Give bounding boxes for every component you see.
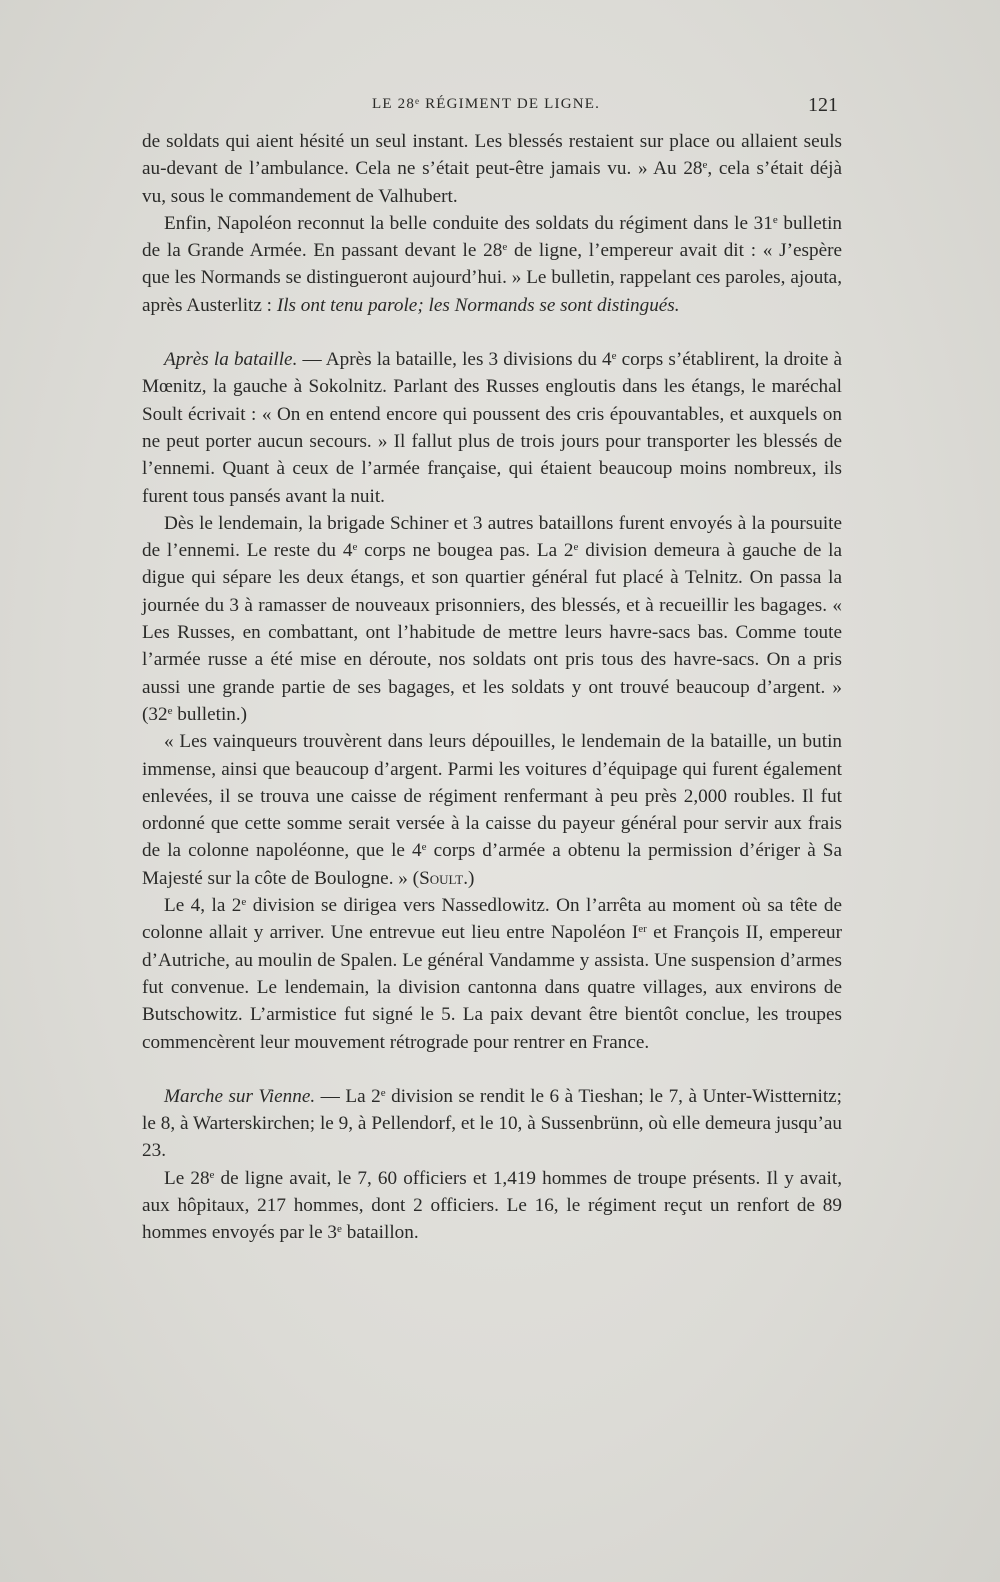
superscript: e (337, 1223, 342, 1236)
text-run: division demeura à gauche de la digue qui sépare les deux étangs, et son quartier général fut placé à Telnitz. On passa la journée du 3 à ramasser de nouveaux prisonniers, des blessés, et à recueillir les bagages. « Les Russes, en combattant, ont l’habitude de mettre leurs havre-sacs bas. Comme toute l’armée russe a été mise en déroute, nos soldats ont pris tous des havre-sacs. On a pris aussi une grande partie de ses bagages, et les soldats y ont trouvé beaucoup d’argent. » (32 (142, 540, 842, 725)
paragraph (142, 510, 842, 728)
superscript: e (502, 241, 508, 254)
text-run: corps ne bougea pas. La 2 (357, 540, 574, 562)
text-run: de soldats qui aient hésité un seul instant. Les blessés restaient sur place ou allaient seuls au-devant de l’ambulance. Cela ne s’était peut-être jamais vu. » Au 28 (142, 131, 842, 180)
text-run: corps d’armée a obtenu la permission d’ériger à Sa Majesté sur la côte de Boulogne. » ( (142, 840, 842, 889)
superscript: e (380, 1086, 386, 1099)
text-run: — Après la bataille, les 3 divisions du 4 (297, 349, 612, 371)
text-run: Le 4, la 2 (164, 895, 242, 917)
text-run: .) (463, 867, 475, 889)
text-run: « Les vainqueurs trouvèrent dans leurs dépouilles, le lendemain de la bataille, un butin immense, ainsi que beaucoup d’argent. Parmi les voitures d’équipage qui furent également enlevées, il se trouva une caisse de régiment renfermant à peu près 2,000 roubles. Il fut ordonné que cette somme serait versée à la caisse du payeur général pour servir aux frais de la colonne napoléonne, que le 4 (142, 731, 842, 862)
text-run: de ligne, l’empereur avait dit : « J’espère que les Normands se distingueront aujourd’hui. » Le bulletin, rappelant ces paroles, ajouta, après Austerlitz : (142, 240, 842, 316)
text-run: , cela s’était déjà vu, sous le commandement de Valhubert. (142, 158, 842, 207)
superscript: e (167, 704, 173, 717)
superscript: e (352, 541, 358, 554)
running-title: LE 28ᵉ RÉGIMENT DE LIGNE. (372, 96, 601, 112)
superscript: e (573, 541, 579, 554)
small-caps-text: Soult (419, 867, 464, 889)
text-run: bulletin de la Grande Armée. En passant devant le 28 (142, 212, 842, 262)
text-run: division se rendit le 6 à Tieshan; le 7, à Unter-Wistternitz; le 8, à Warterskirchen; le 9, à Pellendorf, et le 10, à Sussenbrünn, où elle demeura jusqu’au 23. (142, 1085, 842, 1162)
text-run: Enfin, Napoléon reconnut la belle conduite des soldats du régiment dans le 31 (164, 212, 773, 234)
text-run: bulletin.) (172, 703, 248, 725)
paragraph (142, 728, 842, 892)
superscript: e (772, 213, 778, 226)
paragraph (142, 128, 842, 210)
text-run: division se dirigea vers Nassedlowitz. On l’arrêta au moment où sa tête de colonne allait y arriver. Une entrevue eut lieu entre Napoléon I (142, 895, 842, 944)
section-paragraph (142, 346, 842, 510)
text-run: et François II, empereur d’Autriche, au moulin de Spalen. Le général Vandamme y assista. Une suspension d’armes fut convenue. Le lendemain, la division cantonna dans quatre villages, aux environs de Butschowitz. L’armistice fut signé le 5. La paix devant être bientôt conclue, les troupes commencèrent leur mouvement rétrograde pour rentrer en France. (142, 922, 842, 1053)
italic-text: Marche sur Vienne. (164, 1085, 316, 1107)
text-run: de ligne avait, le 7, 60 officiers et 1,419 hommes de troupe présents. Il y avait, aux hôpitaux, 217 hommes, dont 2 officiers. Le 16, le régiment reçut un renfort de 89 hommes envoyés par le 3 (142, 1167, 842, 1244)
superscript: e (241, 896, 247, 909)
paragraph (142, 1165, 842, 1247)
page-header (142, 96, 842, 124)
superscript: e (209, 1168, 215, 1181)
text-run: — La 2 (315, 1085, 381, 1107)
superscript: e (702, 159, 708, 172)
paragraph (142, 210, 842, 319)
section-paragraph (142, 1083, 842, 1165)
italic-text: Après la bataille. (164, 349, 298, 371)
text-run: Le 28 (164, 1167, 210, 1189)
superscript: er (638, 923, 647, 936)
body-text (142, 128, 842, 1247)
page-number: 121 (808, 94, 838, 116)
italic-text: Ils ont tenu parole; les Normands se sont distingués. (276, 294, 680, 316)
superscript: e (611, 350, 617, 363)
text-run: Dès le lendemain, la brigade Schiner et 3 autres bataillons furent envoyés à la poursuite de l’ennemi. Le reste du 4 (142, 512, 842, 562)
paragraph (142, 892, 842, 1056)
text-run: bataillon. (341, 1222, 419, 1244)
superscript: e (421, 841, 427, 854)
text-run: corps s’établirent, la droite à Mœnitz, la gauche à Sokolnitz. Parlant des Russes engloutis dans les étangs, le maréchal Soult écrivait : « On en entend encore qui poussent des cris épouvantables, et auxquels on ne peut porter aucun secours. » Il fallut plus de trois jours pour transporter les blessés de l’ennemi. Quant à ceux de l’armée française, qui étaient beaucoup moins nombreux, ils furent tous pansés avant la nuit. (142, 349, 842, 507)
